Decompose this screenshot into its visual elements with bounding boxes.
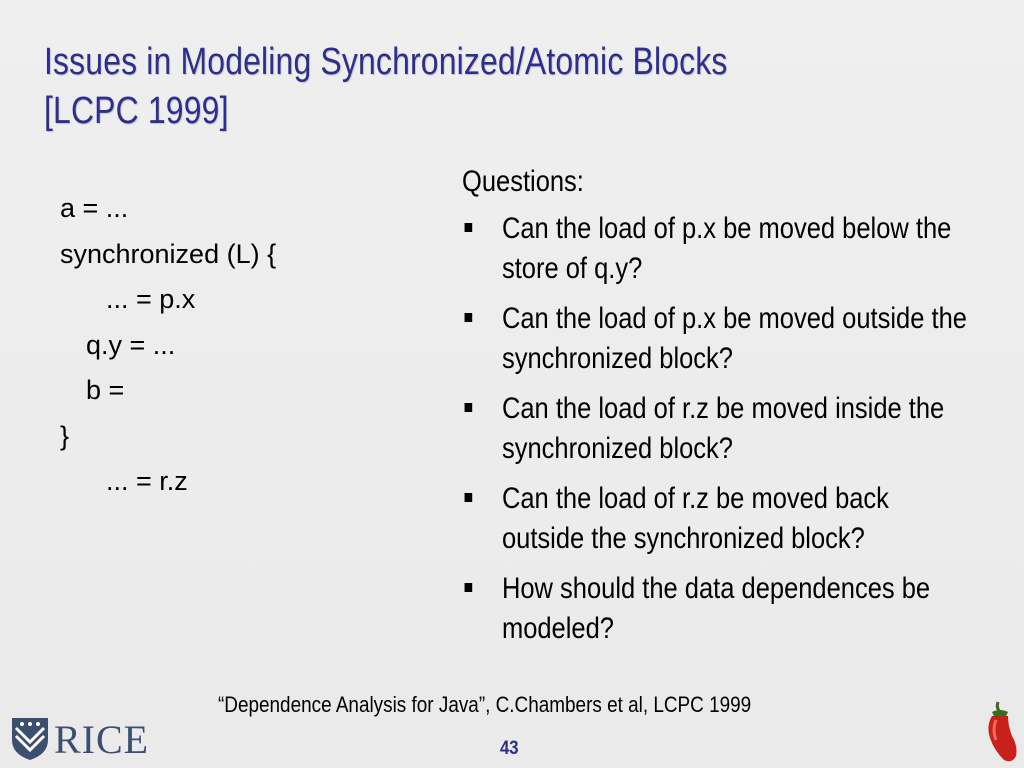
code-line: b = [86, 375, 125, 405]
question-text: Can the load of p.x be moved outside the synchronized block? [501, 302, 967, 375]
chili-pepper-icon [978, 698, 1022, 766]
code-line: q.y = ... [86, 329, 176, 360]
slide-title [44, 38, 817, 136]
question-text: Can the load of r.z be moved back outside the synchronized block? [501, 482, 889, 555]
square-bullet-icon [465, 583, 473, 592]
list-item [462, 299, 972, 379]
questions-list [462, 209, 972, 649]
code-line: synchronized (L) { [60, 238, 277, 269]
question-text: Can the load of r.z be moved inside the synchronized block? [501, 392, 945, 465]
citation: “Dependence Analysis for Java”, C.Chambers et al, LCPC 1999 [218, 692, 752, 717]
square-bullet-icon [465, 223, 473, 232]
code-line: ... = r.z [106, 466, 188, 496]
code-line: ... = p.x [106, 284, 196, 314]
questions-header: Questions: [462, 165, 584, 198]
list-item [462, 569, 972, 649]
code-example [60, 186, 276, 505]
square-bullet-icon [465, 313, 473, 322]
title-line-1: Issues in Modeling Synchronized/Atomic Blocks [44, 41, 728, 83]
list-item [462, 389, 972, 469]
page-number: 43 [500, 738, 519, 759]
code-line: a = ... [60, 193, 129, 223]
question-text: Can the load of p.x be moved below the store of q.y? [501, 212, 952, 285]
question-text: How should the data dependences be modeled? [501, 572, 931, 645]
list-item [462, 209, 972, 289]
questions-panel [462, 162, 972, 659]
list-item [462, 479, 972, 559]
title-line-2: [LCPC 1999] [44, 90, 229, 132]
square-bullet-icon [465, 403, 473, 412]
code-line: } [60, 420, 70, 451]
rice-logo-text: RICE [54, 717, 150, 762]
square-bullet-icon [465, 493, 473, 502]
